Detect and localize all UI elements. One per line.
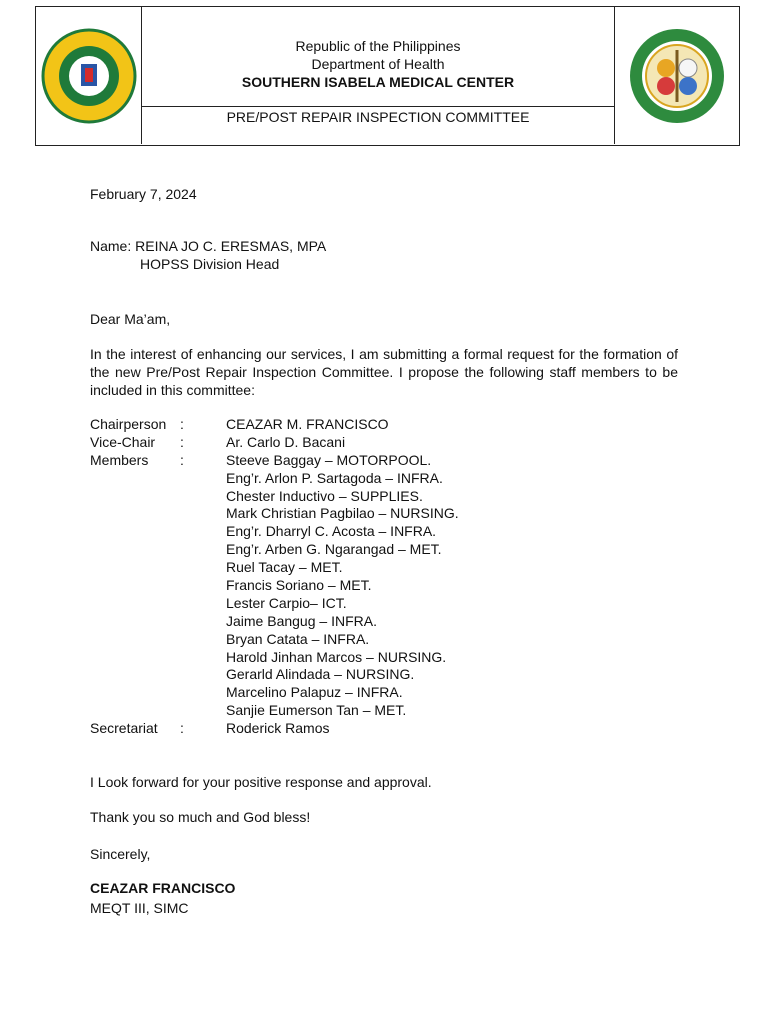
letterhead-text bbox=[141, 7, 615, 144]
roster-name: Roderick Ramos bbox=[226, 720, 330, 737]
closing-line: I Look forward for your positive response and approval. bbox=[90, 774, 432, 790]
signatory-name: CEAZAR FRANCISCO bbox=[90, 880, 236, 896]
roster-name: Eng’r. Dharryl C. Acosta – INFRA. bbox=[226, 523, 437, 540]
roster-role: Secretariat bbox=[90, 720, 158, 737]
institution-block bbox=[141, 7, 615, 107]
roster-name: Gerarld Alindada – NURSING. bbox=[226, 666, 415, 683]
letter-date: February 7, 2024 bbox=[90, 186, 197, 202]
roster-name: Eng’r. Arlon P. Sartagoda – INFRA. bbox=[226, 469, 443, 486]
roster-role: Vice-Chair bbox=[90, 433, 156, 450]
department-line: Department of Health bbox=[311, 56, 445, 72]
addressee-prefix: Name: bbox=[90, 238, 132, 254]
roster-name: Harold Jinhan Marcos – NURSING. bbox=[226, 648, 447, 665]
roster-colon: : bbox=[180, 416, 184, 432]
addressee-name: REINA JO C. ERESMAS, MPA bbox=[135, 238, 327, 254]
roster-name: Francis Soriano – MET. bbox=[226, 577, 372, 594]
roster-colon: : bbox=[180, 433, 184, 450]
valediction: Sincerely, bbox=[90, 846, 151, 862]
roster-name: Ruel Tacay – MET. bbox=[226, 559, 343, 576]
roster-name: Eng’r. Arben G. Ngarangad – MET. bbox=[226, 541, 442, 558]
roster-name: Chester Inductivo – SUPPLIES. bbox=[226, 487, 423, 504]
roster-role: Chairperson bbox=[90, 416, 167, 432]
committee-title: PRE/POST REPAIR INSPECTION COMMITTEE bbox=[226, 109, 530, 125]
salutation: Dear Ma’am, bbox=[90, 311, 171, 327]
roster-name: Lester Carpio– ICT. bbox=[226, 594, 347, 611]
addressee-line bbox=[90, 237, 678, 255]
roster-name: CEAZAR M. FRANCISCO bbox=[226, 416, 389, 432]
republic-line: Republic of the Philippines bbox=[295, 38, 461, 54]
roster-colon: : bbox=[180, 720, 184, 737]
roster-role: Members bbox=[90, 451, 149, 468]
simc-seal-cell bbox=[614, 7, 739, 144]
thanks-line: Thank you so much and God bless! bbox=[90, 809, 311, 825]
roster-name: Ar. Carlo D. Bacani bbox=[226, 433, 346, 450]
roster-name: Jaime Bangug – INFRA. bbox=[226, 612, 377, 629]
roster-name: Bryan Catata – INFRA. bbox=[226, 630, 370, 647]
hospital-name: SOUTHERN ISABELA MEDICAL CENTER bbox=[241, 74, 515, 90]
letterhead bbox=[35, 6, 740, 146]
roster-name: Marcelino Palapuz – INFRA. bbox=[226, 684, 403, 701]
roster-name: Steeve Baggay – MOTORPOOL. bbox=[226, 451, 432, 468]
letter-body: In the interest of enhancing our services, I am submitting a formal request for the formation of the new Pre/Post Repair Inspection Committee. I propose the following staff members to be included in this committee: bbox=[90, 346, 678, 398]
simc-seal-icon bbox=[627, 26, 727, 126]
roster-name: Sanjie Eumerson Tan – MET. bbox=[226, 702, 407, 719]
signatory-title: MEQT III, SIMC bbox=[90, 900, 189, 916]
roster-colon: : bbox=[180, 451, 184, 468]
roster-name: Mark Christian Pagbilao – NURSING. bbox=[226, 505, 459, 522]
doh-seal-icon bbox=[41, 28, 137, 124]
addressee-block bbox=[90, 237, 678, 273]
doh-seal-cell bbox=[36, 7, 142, 144]
addressee-title: HOPSS Division Head bbox=[140, 256, 280, 272]
